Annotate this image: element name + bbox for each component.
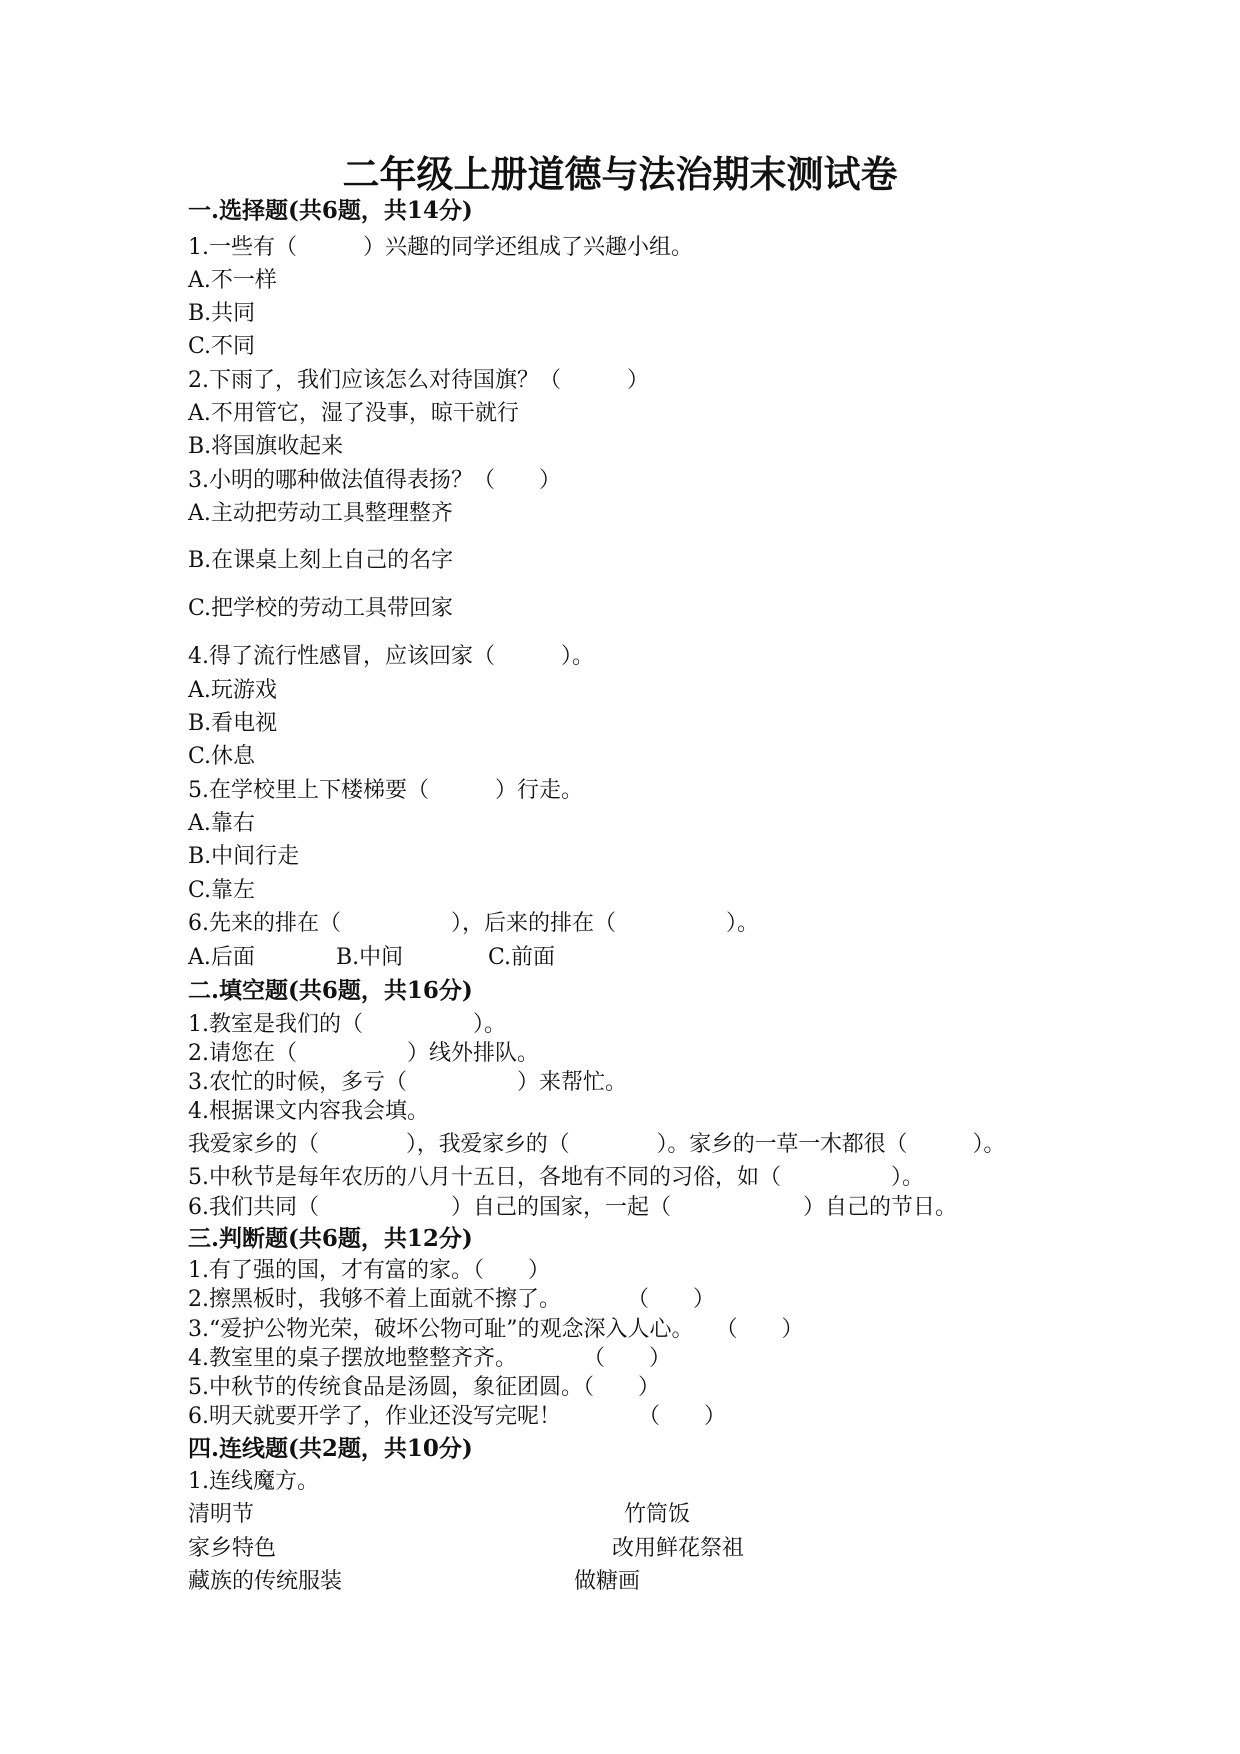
question-text: 我爱家乡的（ ），我爱家乡的（ ）。家乡的一草一木都很（ ）。 [188, 1132, 1006, 1157]
option-text: A.玩游戏 [188, 678, 277, 703]
question-text: 4.得了流行性感冒，应该回家（ ）。 [188, 644, 594, 669]
question-text: 1.一些有（ ）兴趣的同学还组成了兴趣小组。 [188, 235, 693, 260]
question-text: 4.教室里的桌子摆放地整整齐齐。 （ ） [188, 1346, 671, 1371]
question-text: 5.中秋节的传统食品是汤圆，象征团圆。（ ） [188, 1375, 660, 1400]
option-text: B.将国旗收起来 [188, 434, 344, 459]
question-text: 1.教室是我们的（ ）。 [188, 1012, 506, 1037]
match-left-item: 清明节 [188, 1502, 255, 1527]
question-text: 6.我们共同（ ）自己的国家，一起（ ）自己的节日。 [188, 1195, 957, 1220]
option-text: A.不一样 [188, 268, 277, 293]
option-text: C.前面 [488, 945, 556, 970]
question-text: 1.有了强的国，才有富的家。（ ） [188, 1258, 550, 1283]
option-text: A.靠右 [188, 811, 255, 836]
question-text: 3.小明的哪种做法值得表扬？（ ） [188, 468, 561, 493]
option-text: B.中间 [336, 945, 404, 970]
question-text: 2.请您在（ ）线外排队。 [188, 1041, 539, 1066]
option-text: C.不同 [188, 334, 256, 359]
question-text: 5.中秋节是每年农历的八月十五日，各地有不同的习俗，如（ ）。 [188, 1165, 924, 1190]
option-text: C.把学校的劳动工具带回家 [188, 596, 454, 621]
option-text: A.后面 [188, 945, 255, 970]
match-left-item: 家乡特色 [188, 1536, 277, 1561]
option-text: C.靠左 [188, 878, 256, 903]
question-text: 2.擦黑板时，我够不着上面就不擦了。 （ ） [188, 1287, 715, 1312]
question-text: 3.农忙的时候，多亏（ ）来帮忙。 [188, 1070, 627, 1095]
question-text: 3.“爱护公物光荣，破坏公物可耻”的观念深入人心。 （ ） [188, 1317, 804, 1342]
match-left-item: 藏族的传统服装 [188, 1569, 343, 1594]
option-text: B.中间行走 [188, 844, 300, 869]
option-text: B.在课桌上刻上自己的名字 [188, 548, 454, 573]
match-right-item: 做糖画 [574, 1569, 641, 1594]
option-text: C.休息 [188, 744, 256, 769]
option-text: A.主动把劳动工具整理整齐 [188, 501, 453, 526]
question-text: 6.先来的排在（ ），后来的排在（ ）。 [188, 911, 759, 936]
match-right-item: 竹筒饭 [624, 1502, 691, 1527]
question-text: 6.明天就要开学了，作业还没写完呢！ （ ） [188, 1404, 726, 1429]
question-text: 5.在学校里上下楼梯要（ ）行走。 [188, 778, 583, 803]
question-text: 2.下雨了，我们应该怎么对待国旗？（ ） [188, 368, 649, 393]
question-text: 4.根据课文内容我会填。 [188, 1099, 429, 1124]
option-text: B.共同 [188, 301, 256, 326]
match-right-item: 改用鲜花祭祖 [612, 1536, 745, 1561]
section-heading-matching: 四.连线题(共2题，共10分) [188, 1435, 473, 1462]
question-text: 1.连线魔方。 [188, 1469, 319, 1494]
page-title: 二年级上册道德与法治期末测试卷 [342, 152, 898, 196]
section-heading-true-false: 三.判断题(共6题，共12分) [188, 1225, 473, 1252]
section-heading-choice: 一.选择题(共6题，共14分) [188, 197, 473, 224]
option-text: A.不用管它，湿了没事，晾干就行 [188, 401, 519, 426]
section-heading-fill-blank: 二.填空题(共6题，共16分) [188, 977, 473, 1004]
option-text: B.看电视 [188, 711, 278, 736]
